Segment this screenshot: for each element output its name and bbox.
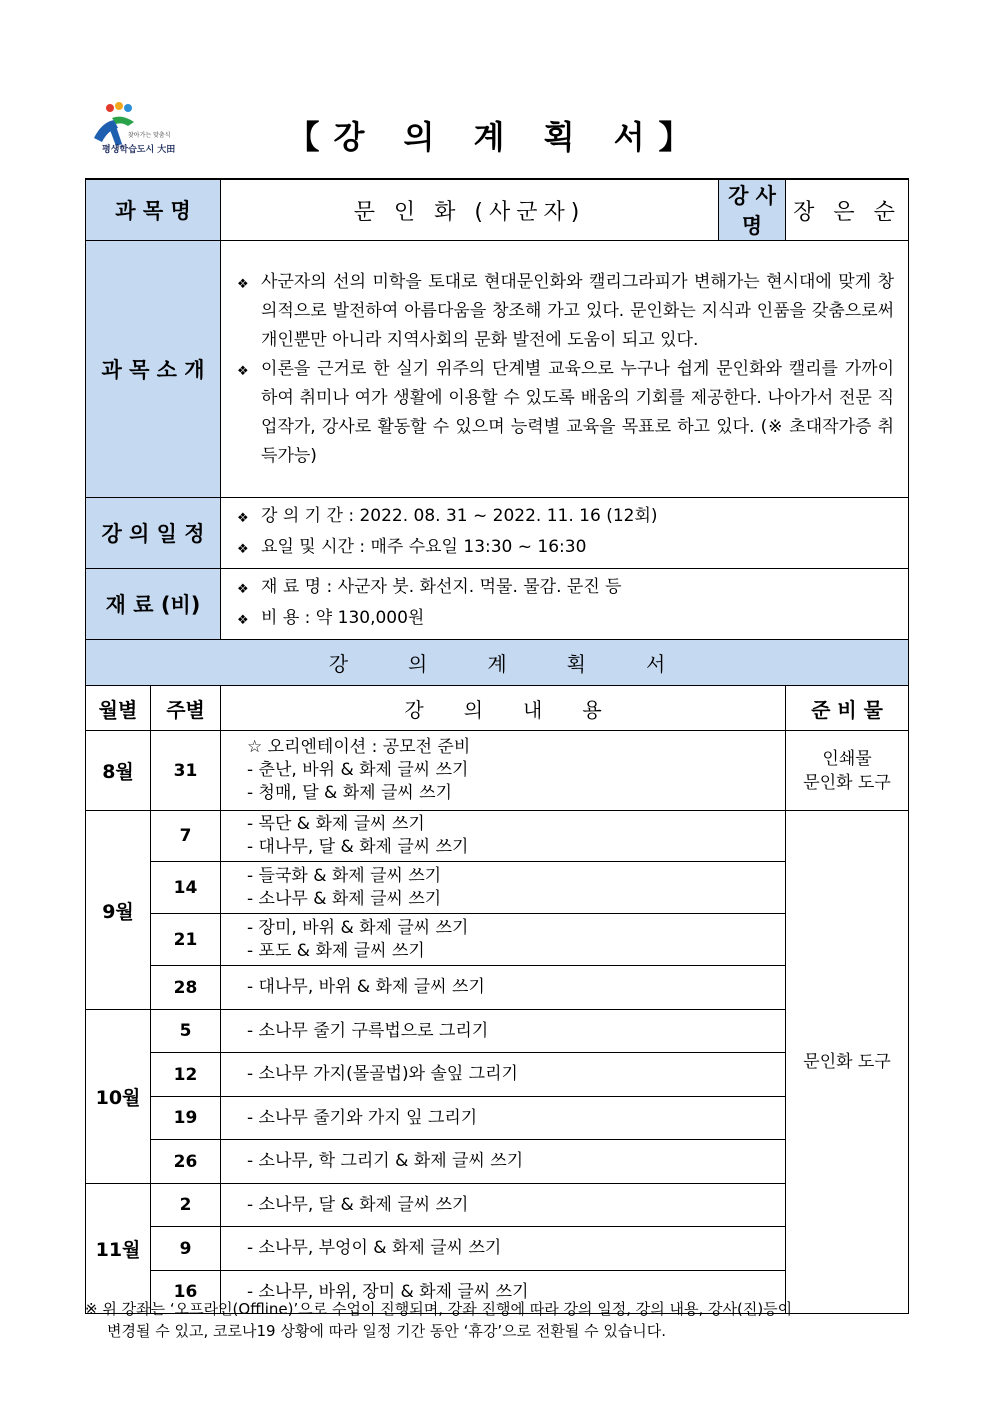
lesson-content: - 소나무, 부엉이 & 화제 글씨 쓰기: [221, 1227, 786, 1271]
week-cell: 12: [151, 1053, 221, 1097]
week-cell: 5: [151, 1010, 221, 1053]
logo-tagline: 찾아가는 맞춤식: [128, 132, 171, 139]
plan-section-title: 강의계획서: [86, 640, 909, 686]
schedule-text: [221, 498, 909, 569]
diamond-bullet-icon: ❖: [237, 511, 249, 526]
week-cell: 19: [151, 1097, 221, 1140]
col-month-header: 월별: [86, 686, 151, 731]
footnote-line-1: ※ 위 강좌는 ‘오프라인(Offline)’으로 수업이 진행되며, 강좌 진행에 따라 강의 일정, 강의 내용, 강사(진)등이: [85, 1300, 793, 1318]
schedule-period: 강 의 기 간 : 2022. 08. 31 ~ 2022. 11. 16 (12회): [261, 506, 658, 526]
course-plan-table: [85, 178, 909, 1314]
col-week-header: 주별: [151, 686, 221, 731]
lesson-content: - 소나무, 달 & 화제 글씨 쓰기: [221, 1184, 786, 1227]
week-cell: 16: [151, 1271, 221, 1314]
diamond-bullet-icon: ❖: [237, 276, 249, 292]
intro-paragraph: ❖ 사군자의 선의 미학을 토대로 현대문인화와 캘리그라피가 변해가는 현시대에 맞게 창의적으로 발전하여 아름다움을 창조해 가고 있다. 문인화는 지식과 인품을 갖춤으로써 개인뿐만 아니라 지역사회의 문화 발전에 도움이 되고 있다.: [237, 268, 894, 355]
intro-paragraph: ❖ 이론을 근거로 한 실기 위주의 단계별 교육으로 누구나 쉽게 문인화와 캘리를 가까이하여 취미나 여가 생활에 이용할 수 있도록 배움의 기회를 제공한다. 나아가서 전문 직업작가, 강사로 활동할 수 있으며 능력별 교육을 목표로 하고 있다. (※ 초대작가증 취득가능): [237, 355, 894, 471]
lesson-content: - 소나무, 바위, 장미 & 화제 글씨 쓰기: [221, 1271, 786, 1314]
footnote-line-2: 변경될 수 있고, 코로나19 상황에 따라 일정 기간 동안 ‘휴강’으로 전환될 수 있습니다.: [107, 1322, 667, 1340]
intro-label: 과 목 소 개: [86, 241, 221, 498]
instructor-value: 장 은 순: [786, 179, 909, 241]
intro-text: [221, 241, 909, 498]
footnote: [85, 1298, 915, 1342]
schedule-time: 요일 및 시간 : 매주 수요일 13:30 ~ 16:30: [261, 537, 587, 557]
week-cell: 31: [151, 731, 221, 811]
logo-name: 평생학습도시 大田: [102, 145, 176, 155]
prep-cell: 인쇄물 문인화 도구: [786, 731, 909, 811]
subject-value: 문 인 화 (사군자): [221, 179, 719, 241]
month-cell: 9월: [86, 811, 151, 1010]
week-cell: 21: [151, 914, 221, 966]
week-cell: 26: [151, 1140, 221, 1184]
lesson-content: - 소나무 줄기와 가지 잎 그리기: [221, 1097, 786, 1140]
materials-label: 재 료 (비): [86, 569, 221, 640]
week-cell: 2: [151, 1184, 221, 1227]
lesson-content: - 목단 & 화제 글씨 쓰기 - 대나무, 달 & 화제 글씨 쓰기: [221, 811, 786, 862]
diamond-bullet-icon: ❖: [237, 613, 249, 628]
lesson-content: - 소나무 줄기 구륵법으로 그리기: [221, 1010, 786, 1053]
month-cell: 8월: [86, 731, 151, 811]
lesson-content: - 들국화 & 화제 글씨 쓰기 - 소나무 & 화제 글씨 쓰기: [221, 862, 786, 914]
materials-cost: 비 용 : 약 130,000원: [261, 608, 425, 628]
materials-text: [221, 569, 909, 640]
week-cell: 7: [151, 811, 221, 862]
lesson-content: - 소나무 가지(몰골법)와 솔잎 그리기: [221, 1053, 786, 1097]
col-prep-header: 준 비 물: [786, 686, 909, 731]
week-cell: 14: [151, 862, 221, 914]
month-cell: 10월: [86, 1010, 151, 1184]
page-title: 【강 의 계 획 서】: [287, 118, 705, 156]
col-content-header: 강의내용: [221, 686, 786, 731]
diamond-bullet-icon: ❖: [237, 363, 249, 379]
lesson-content: - 대나무, 바위 & 화제 글씨 쓰기: [221, 966, 786, 1010]
lesson-content: ☆ 오리엔테이션 : 공모전 준비 - 춘난, 바위 & 화제 글씨 쓰기 - 청매, 달 & 화제 글씨 쓰기: [221, 731, 786, 811]
instructor-label: 강 사 명: [719, 179, 786, 241]
materials-names: 재 료 명 : 사군자 붓. 화선지. 먹물. 물감. 문진 등: [261, 577, 622, 597]
diamond-bullet-icon: ❖: [237, 542, 249, 557]
schedule-label: 강 의 일 정: [86, 498, 221, 569]
diamond-bullet-icon: ❖: [237, 582, 249, 597]
subject-label: 과 목 명: [86, 179, 221, 241]
lesson-content: - 소나무, 학 그리기 & 화제 글씨 쓰기: [221, 1140, 786, 1184]
week-cell: 28: [151, 966, 221, 1010]
lesson-content: - 장미, 바위 & 화제 글씨 쓰기 - 포도 & 화제 글씨 쓰기: [221, 914, 786, 966]
prep-cell: 문인화 도구: [786, 811, 909, 1314]
week-cell: 9: [151, 1227, 221, 1271]
month-cell: 11월: [86, 1184, 151, 1314]
